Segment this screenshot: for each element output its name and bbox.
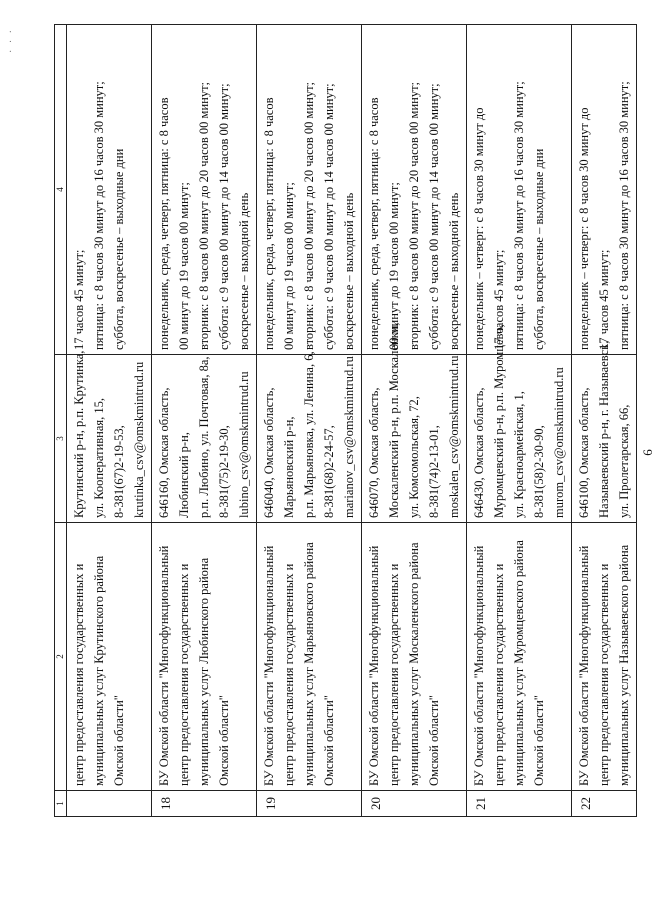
organization-line: центр предоставления государственных и [282, 563, 296, 786]
hours-line: воскресенье – выходной день [342, 192, 356, 350]
hours-line: понедельник – четверг: с 8 часов 30 минут до [472, 107, 486, 350]
address-line: р.п. Марьяновка, ул. Ленина, 6, [302, 351, 316, 518]
hours-cell [67, 25, 152, 355]
column-number-1: 1 [55, 791, 67, 817]
hours-cell [257, 25, 362, 355]
organization-line: БУ Омской области "Многофункциональный [157, 545, 171, 786]
hours-line: понедельник, среда, четверг, пятница: с 8 часов [262, 97, 276, 350]
column-number-4: 4 [55, 25, 67, 355]
organization-cell [572, 523, 637, 791]
row-number [67, 791, 152, 817]
offices-table [54, 24, 637, 817]
hours-line: 00 минут до 19 часов 00 минут; [177, 182, 191, 350]
organization-line: Омской области" [112, 695, 126, 786]
organization-line: БУ Омской области "Многофункциональный [577, 545, 591, 786]
address-line: Крутинский р-н, р.п. Крутинка, [72, 350, 86, 518]
row-number: 20 [362, 791, 467, 817]
organization-cell [362, 523, 467, 791]
organization-cell [467, 523, 572, 791]
address-line: 646430, Омская область, [472, 387, 486, 518]
address-line: 646070, Омская область, [367, 387, 381, 518]
address-cell [257, 351, 362, 523]
address-line: 8-381(74)2-13-01, [427, 425, 441, 518]
row-number: 19 [257, 791, 362, 817]
organization-line: центр предоставления государственных и [177, 563, 191, 786]
address-line: 646040, Омская область, [262, 387, 276, 518]
address-line: 646100, Омская область, [577, 387, 591, 518]
address-line: ул. Красноармейская, 1, [512, 391, 526, 518]
hours-line: понедельник – четверг: с 8 часов 30 минут до [577, 107, 591, 350]
table-row [572, 25, 637, 817]
hours-line: суббота: с 9 часов 00 минут до 14 часов 00 минут; [217, 83, 231, 350]
organization-line: центр предоставления государственных и [72, 563, 86, 786]
hours-line: суббота: с 9 часов 00 минут до 14 часов 00 минут; [427, 83, 441, 350]
organization-line: муниципальных услуг Крутинского района [92, 555, 106, 786]
hours-line: пятница: с 8 часов 30 минут до 16 часов 30 минут; [512, 81, 526, 350]
organization-line: центр предоставления государственных и [597, 563, 611, 786]
address-cell [572, 340, 637, 523]
page-number: 6 [640, 449, 655, 456]
hours-line: воскресенье – выходной день [237, 192, 251, 350]
hours-line: пятница: с 8 часов 30 минут до 16 часов 30 минут; [617, 81, 631, 350]
address-line: р.п. Любино, ул. Почтовая, 8а, [197, 356, 211, 518]
organization-line: Омской области" [427, 695, 441, 786]
address-line: ул. Пролетарская, 66, [617, 404, 631, 518]
address-line: 8-381(58)2-30-90, [532, 425, 546, 518]
organization-line: муниципальных услуг Марьяновского района [302, 542, 316, 786]
hours-line: пятница: с 8 часов 30 минут до 16 часов 30 минут; [92, 81, 106, 350]
email-line: marianov_csv@omskmintrud.ru [342, 356, 356, 518]
column-number-3: 3 [55, 355, 67, 523]
hours-line: суббота, воскресенье – выходные дни [532, 148, 546, 350]
address-cell [152, 355, 257, 523]
hours-line: воскресенье – выходной день [447, 192, 461, 350]
address-line: Называевский р-н, г. Называевск, [597, 340, 611, 518]
hours-line: понедельник, среда, четверг, пятница: с 8 часов [157, 97, 171, 350]
hours-line: 00 минут до 19 часов 00 минут; [282, 182, 296, 350]
hours-cell [362, 25, 467, 355]
organization-line: БУ Омской области "Многофункциональный [367, 545, 381, 786]
organization-cell [257, 523, 362, 791]
address-line: Москаленский р-н, р.п. Москаленки, [387, 322, 401, 518]
table-row [362, 25, 467, 817]
table-row [257, 25, 362, 817]
address-line: 8-381(75)2-19-30, [217, 425, 231, 518]
address-line: Марьяновский р-н, [282, 416, 296, 518]
row-number: 22 [572, 791, 637, 817]
hours-cell [467, 25, 572, 355]
hours-line: 17 часов 45 минут; [72, 249, 86, 350]
hours-cell [152, 25, 257, 355]
address-cell [467, 324, 572, 523]
organization-line: центр предоставления государственных и [492, 563, 506, 786]
hours-line: 17 часов 45 минут; [597, 249, 611, 350]
corner-mark: · · · [6, 28, 17, 53]
hours-line: 17 часов 45 минут; [492, 249, 506, 350]
hours-line: 00 минут до 19 часов 00 минут; [387, 182, 401, 350]
organization-line: Омской области" [322, 695, 336, 786]
address-line: Любинский р-н, [177, 432, 191, 518]
address-line: ул. Кооперативная, 15, [92, 397, 106, 518]
email-line: krutinka_csv@omskmintrud.ru [132, 361, 146, 518]
hours-line: суббота: с 9 часов 00 минут до 14 часов 00 минут; [322, 83, 336, 350]
table-row [67, 25, 152, 817]
organization-line: муниципальных услуг Москаленского района [407, 542, 421, 786]
organization-line: БУ Омской области "Многофункциональный [262, 545, 276, 786]
address-cell [362, 322, 467, 523]
organization-line: Омской области" [217, 695, 231, 786]
email-line: murom_csv@omskmintrud.ru [552, 367, 566, 518]
table-row [467, 25, 572, 817]
organization-line: БУ Омской области "Многофункциональный [472, 545, 486, 786]
email-line: lubino_csv@omskmintrud.ru [237, 371, 251, 518]
organization-cell [152, 523, 257, 791]
hours-line: суббота, воскресенье – выходные дни [112, 148, 126, 350]
organization-cell [67, 523, 152, 791]
row-number: 21 [467, 791, 572, 817]
table-header-row [55, 25, 67, 817]
hours-cell [572, 25, 637, 355]
hours-line: понедельник, среда, четверг, пятница: с 8 часов [367, 97, 381, 350]
hours-line: вторник: с 8 часов 00 минут до 20 часов 00 минут; [407, 81, 421, 350]
organization-line: муниципальных услуг Называевского района [617, 544, 631, 786]
hours-line: вторник: с 8 часов 00 минут до 20 часов 00 минут; [197, 81, 211, 350]
hours-line: вторник: с 8 часов 00 минут до 20 часов 00 минут; [302, 81, 316, 350]
organization-line: Омской области" [532, 695, 546, 786]
email-line: moskalen_csv@omskmintrud.ru [447, 355, 461, 518]
address-line: ул. Комсомольская, 72, [407, 396, 421, 518]
address-line: 646160, Омская область, [157, 387, 171, 518]
address-line: 8-381(67)2-19-53, [112, 425, 126, 518]
column-number-2: 2 [55, 523, 67, 791]
address-line: 8-381(68)2-24-57, [322, 425, 336, 518]
address-cell [67, 350, 152, 523]
row-number: 18 [152, 791, 257, 817]
organization-line: муниципальных услуг Любинского района [197, 557, 211, 786]
organization-line: центр предоставления государственных и [387, 563, 401, 786]
address-line: Муромцевский р-н, р.п. Муромцево, [492, 324, 506, 518]
organization-line: муниципальных услуг Муромцевского района [512, 540, 526, 786]
table-row [152, 25, 257, 817]
